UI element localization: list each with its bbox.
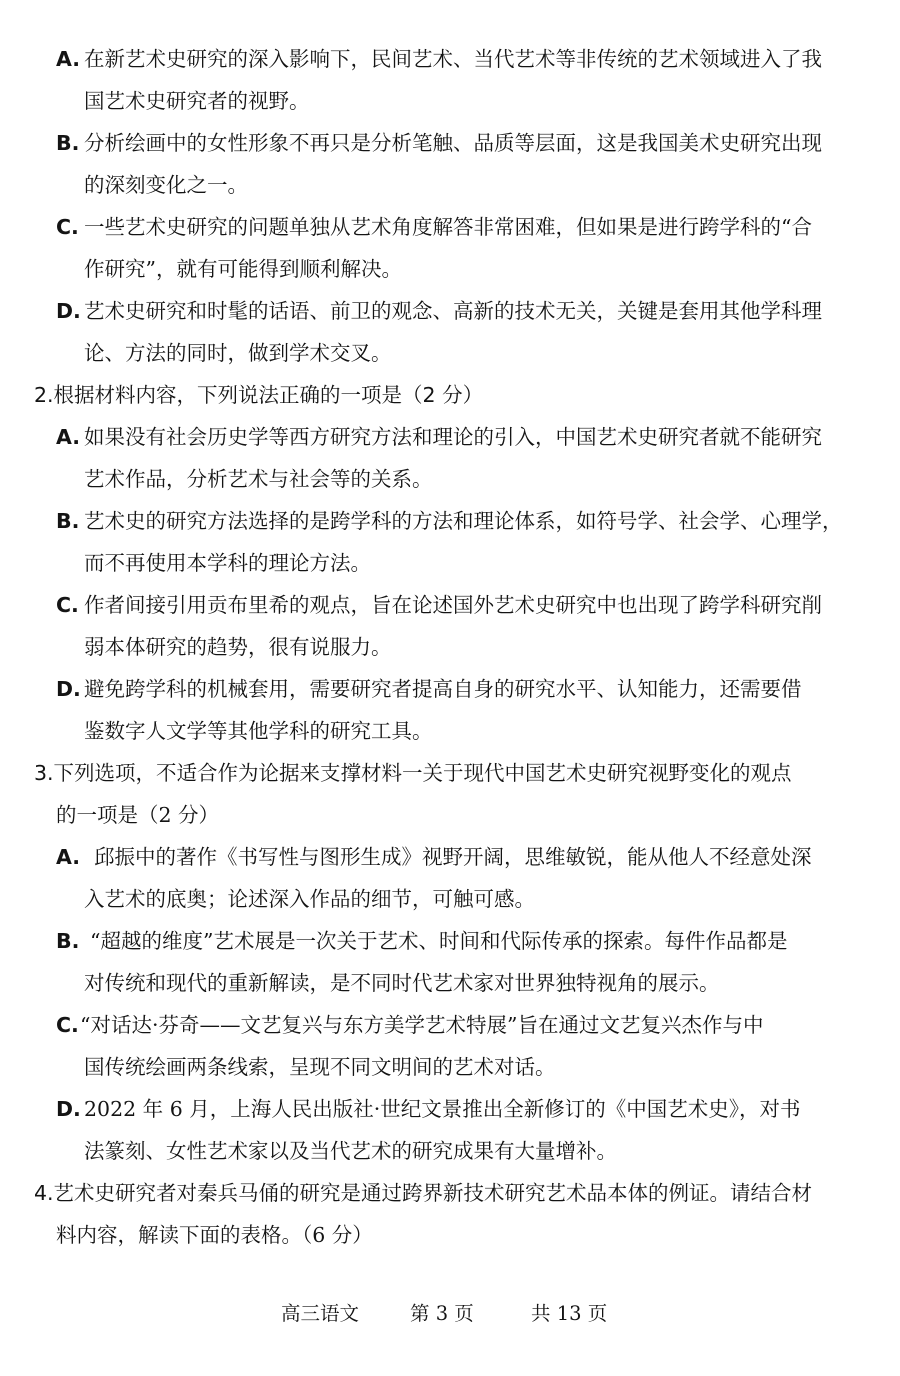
- q2-option-b-line2: [0, 541, 900, 585]
- option-mark: D.: [56, 677, 81, 701]
- option-text: 邱振中的著作《书写性与图形生成》视野开阔，思维敏锐，能从他人不经意处深: [94, 845, 812, 869]
- q3-option-a-line1: [0, 835, 900, 879]
- q3-option-d-line1: [0, 1087, 900, 1131]
- option-text: 艺术史的研究方法选择的是跨学科的方法和理论体系，如符号学、社会学、心理学，: [84, 509, 843, 533]
- question-stem: 4.艺术史研究者对秦兵马俑的研究是通过跨界新技术研究艺术品本体的例证。请结合材: [34, 1181, 813, 1205]
- q2-option-b-line1: [0, 499, 900, 543]
- option-text: “超越的维度”艺术展是一次关于艺术、时间和代际传承的探索。每件作品都是: [90, 929, 788, 953]
- footer-page-number: 第 3 页: [410, 1302, 474, 1325]
- option-mark: B.: [56, 509, 80, 533]
- q1-option-d-line2: [0, 331, 900, 375]
- option-text: 在新艺术史研究的深入影响下，民间艺术、当代艺术等非传统的艺术领域进入了我: [84, 47, 822, 71]
- option-mark: A.: [56, 845, 81, 869]
- option-text: 艺术作品，分析艺术与社会等的关系。: [84, 467, 433, 491]
- option-mark: C.: [56, 1013, 79, 1037]
- q2-option-c-line1: [0, 583, 900, 627]
- option-text: 弱本体研究的趋势，很有说服力。: [84, 635, 392, 659]
- option-text: 避免跨学科的机械套用，需要研究者提高自身的研究水平、认知能力，还需要借: [84, 677, 802, 701]
- q4-stem-line2: [0, 1213, 900, 1257]
- q3-option-d-line2: [0, 1129, 900, 1173]
- option-mark: C.: [56, 215, 79, 239]
- option-text: 作研究”，就有可能得到顺利解决。: [84, 257, 402, 281]
- footer-subject: 高三语文: [281, 1302, 360, 1325]
- q3-option-a-line2: [0, 877, 900, 921]
- q2-option-a-line2: [0, 457, 900, 501]
- q2-option-d-line2: [0, 709, 900, 753]
- option-text: 一些艺术史研究的问题单独从艺术角度解答非常困难，但如果是进行跨学科的“合: [84, 215, 812, 239]
- footer-total-pages: 共 13 页: [531, 1302, 608, 1325]
- option-text: 法篆刻、女性艺术家以及当代艺术的研究成果有大量增补。: [84, 1139, 617, 1163]
- question-stem: 3.下列选项，不适合作为论据来支撑材料一关于现代中国艺术史研究视野变化的观点: [34, 761, 792, 785]
- q3-option-b-line2: [0, 961, 900, 1005]
- option-mark: A.: [56, 425, 81, 449]
- question-stem: 2.根据材料内容，下列说法正确的一项是（2 分）: [34, 383, 484, 407]
- option-text: “对话达·芬奇——文艺复兴与东方美学艺术特展”旨在通过文艺复兴杰作与中: [80, 1013, 764, 1037]
- q2-option-d-line1: [0, 667, 900, 711]
- option-text: 鉴数字人文学等其他学科的研究工具。: [84, 719, 433, 743]
- question-stem: 的一项是（2 分）: [56, 803, 220, 827]
- option-text: 2022 年 6 月，上海人民出版社·世纪文景推出全新修订的《中国艺术史》，对书: [84, 1097, 801, 1121]
- option-mark: A.: [56, 47, 81, 71]
- option-text: 国传统绘画两条线索，呈现不同文明间的艺术对话。: [84, 1055, 556, 1079]
- q1-option-b-line1: [0, 121, 900, 165]
- q2-option-c-line2: [0, 625, 900, 669]
- option-text: 艺术史研究和时髦的话语、前卫的观念、高新的技术无关，关键是套用其他学科理: [84, 299, 822, 323]
- option-text: 如果没有社会历史学等西方研究方法和理论的引入，中国艺术史研究者就不能研究: [84, 425, 822, 449]
- option-text: 国艺术史研究者的视野。: [84, 89, 310, 113]
- option-mark: D.: [56, 299, 81, 323]
- q3-stem-line2: [0, 793, 900, 837]
- q2-option-a-line1: [0, 415, 900, 459]
- q3-option-c-line1: [0, 1003, 900, 1047]
- q3-option-b-line1: [0, 919, 900, 963]
- option-text: 对传统和现代的重新解读，是不同时代艺术家对世界独特视角的展示。: [84, 971, 720, 995]
- page-footer: [0, 1294, 900, 1334]
- option-text: 作者间接引用贡布里希的观点，旨在论述国外艺术史研究中也出现了跨学科研究削: [84, 593, 822, 617]
- option-mark: B.: [56, 929, 80, 953]
- option-mark: B.: [56, 131, 80, 155]
- option-text: 的深刻变化之一。: [84, 173, 248, 197]
- q2-stem: [0, 373, 900, 417]
- option-mark: C.: [56, 593, 79, 617]
- q4-stem-line1: [0, 1171, 900, 1215]
- q3-option-c-line2: [0, 1045, 900, 1089]
- q3-stem-line1: [0, 751, 900, 795]
- question-stem: 料内容，解读下面的表格。（6 分）: [56, 1223, 373, 1247]
- q1-option-c-line2: [0, 247, 900, 291]
- option-mark: D.: [56, 1097, 81, 1121]
- option-text: 论、方法的同时，做到学术交叉。: [84, 341, 392, 365]
- q1-option-d-line1: [0, 289, 900, 333]
- q1-option-a-line2: [0, 79, 900, 123]
- option-text: 分析绘画中的女性形象不再只是分析笔触、品质等层面，这是我国美术史研究出现: [84, 131, 822, 155]
- option-text: 入艺术的底奥；论述深入作品的细节，可触可感。: [84, 887, 535, 911]
- q1-option-c-line1: [0, 205, 900, 249]
- q1-option-b-line2: [0, 163, 900, 207]
- option-text: 而不再使用本学科的理论方法。: [84, 551, 371, 575]
- q1-option-a-line1: [0, 37, 900, 81]
